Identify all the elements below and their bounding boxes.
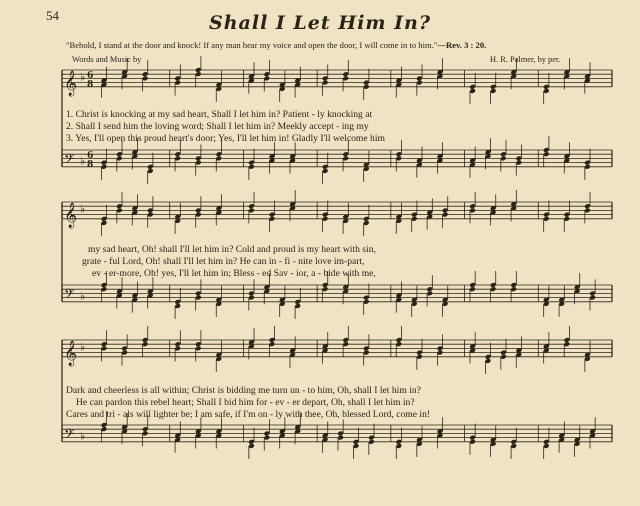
bass-clef: 𝄢 (64, 285, 75, 305)
epigraph-reference: —Rev. 3 : 20. (437, 40, 487, 50)
flat-sign: ♭ (80, 429, 86, 443)
time-signature-bottom: 8 (87, 159, 94, 170)
flat-sign: ♭ (80, 340, 86, 354)
lyric-line-s1-v3: 3. Yes, I'll open this proud heart's door; Yes, I'll let him in! Gladly I'll welcome him (66, 133, 385, 144)
treble-clef: 𝄞 (64, 340, 78, 366)
flat-sign: ♭ (80, 154, 86, 168)
lyric-line-s3-v2: He can pardon this rebel heart; Shall I bid him for - ev - er depart, Oh, shall I let him in? (76, 397, 415, 408)
page-number: 54 (46, 8, 59, 23)
flat-sign: ♭ (80, 202, 86, 216)
time-signature-bottom: 8 (87, 79, 94, 90)
treble-clef: 𝄞 (64, 202, 78, 228)
lyric-line-s2-v3: ev - er-more, Oh! yes, I'll let him in; Bless - ed Sav - ior, a - bide with me, (92, 268, 376, 279)
time-signature-top: 6 (87, 70, 94, 81)
lyric-line-s1-v2: 2. Shall I send him the loving word; Shall I let him in? Meekly accept - ing my (66, 121, 369, 132)
lyric-line-s3-v3: Cares and tri - als will lighter be; I am safe, if I'm on - ly with thee, Oh, blessed Lord, come in! (66, 409, 431, 420)
bass-clef: 𝄢 (64, 425, 75, 445)
flat-sign: ♭ (80, 289, 86, 303)
bass-clef: 𝄢 (64, 150, 75, 170)
lyric-line-s1-v1: 1. Christ is knocking at my sad heart, Shall I let him in? Patient - ly knocking at (66, 109, 373, 120)
lyric-line-s2-v1: my sad heart, Oh! shall I'll let him in? Cold and proud is my heart with sin, (88, 244, 376, 255)
flat-sign: ♭ (80, 70, 86, 84)
time-signature-top: 6 (87, 150, 94, 161)
words-music-credit: Words and Music by (72, 55, 142, 64)
lyric-line-s2-v2: grate - ful Lord, Oh! shall I'll let him in? He can in - fi - nite love im-part, (82, 256, 365, 267)
lyric-line-s3-v1: Dark and cheerless is all within; Christ is bidding me turn un - to him, Oh, shall I let him in? (66, 385, 421, 396)
treble-clef: 𝄞 (64, 70, 78, 96)
composer-credit: H. R. Palmer, by per. (490, 55, 561, 64)
hymn-title: Shall I Let Him In? (209, 12, 431, 34)
epigraph-text: "Behold, I stand at the door and knock! If any man hear my voice and open the door, I will come in to him." (66, 40, 438, 50)
